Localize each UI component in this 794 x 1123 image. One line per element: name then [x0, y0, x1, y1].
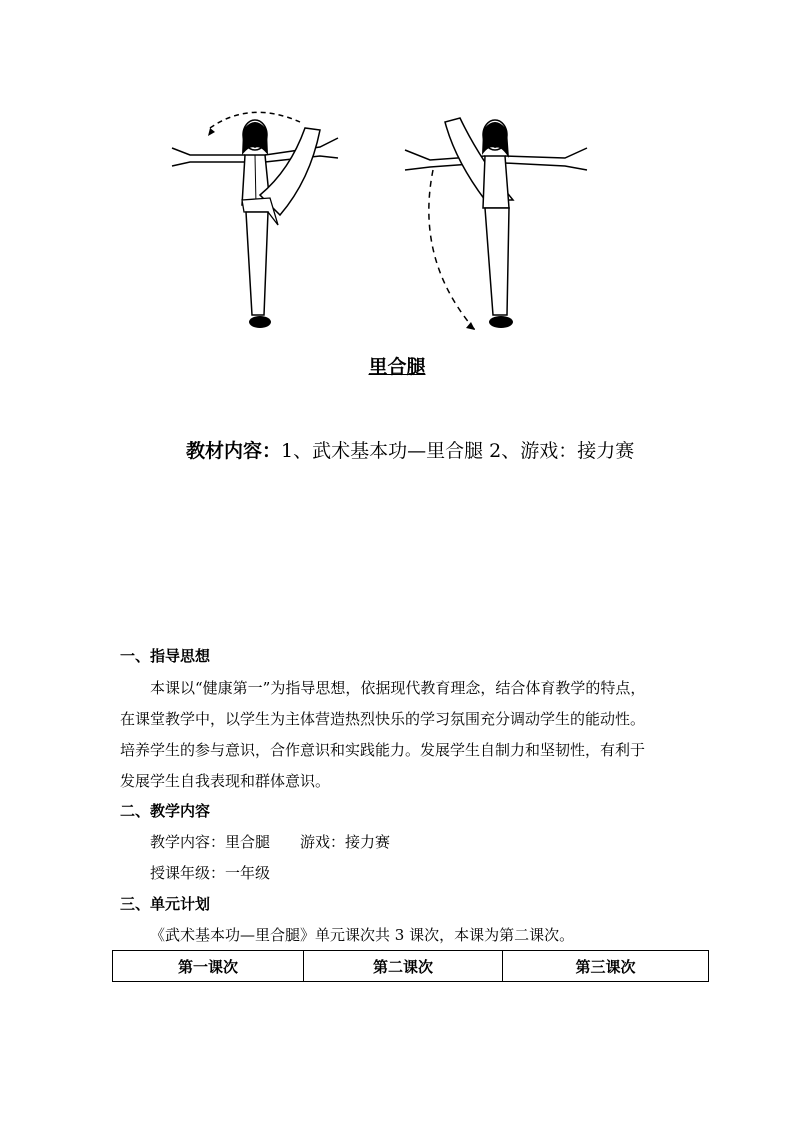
figure-drawing	[160, 100, 360, 340]
unit-plan-table	[112, 950, 709, 982]
teaching-material-text: 1、武术基本功—里合腿 2、游戏：接力赛	[281, 440, 635, 462]
figure-inner-crescent-kick-2	[395, 100, 595, 340]
table-header-lesson-2: 第二课次	[304, 951, 503, 982]
teaching-material-label: 教材内容：	[186, 440, 282, 462]
section-heading-unit-plan: 三、单元计划	[120, 895, 211, 913]
grade-line: 授课年级：一年级	[150, 864, 271, 882]
paragraph-line: 培养学生的参与意识，合作意识和实践能力。发展学生自制力和坚韧性，有利于	[120, 741, 646, 759]
paragraph-line: 在课堂教学中，以学生为主体营造热烈快乐的学习氛围充分调动学生的能动性。	[120, 710, 646, 728]
paragraph-line: 本课以“健康第一”为指导思想，依据现代教育理念，结合体育教学的特点，	[120, 679, 646, 697]
unit-plan-line: 《武术基本功—里合腿》单元课次共 3 课次，本课为第二课次。	[150, 926, 575, 944]
paragraph-line: 发展学生自我表现和群体意识。	[120, 772, 331, 790]
teaching-content-line: 教学内容：里合腿 游戏：接力赛	[150, 833, 391, 851]
figure-inner-crescent-kick-1	[160, 100, 360, 340]
section-heading-guiding-ideology: 一、指导思想	[120, 647, 211, 665]
table-header-lesson-1: 第一课次	[113, 951, 304, 982]
section-heading-teaching-content: 二、教学内容	[120, 802, 211, 820]
table-header-lesson-3: 第三课次	[503, 951, 709, 982]
teaching-material-line	[186, 436, 634, 463]
figure-caption: 里合腿	[368, 356, 426, 378]
figure-drawing	[395, 100, 595, 340]
table-row	[113, 951, 709, 982]
